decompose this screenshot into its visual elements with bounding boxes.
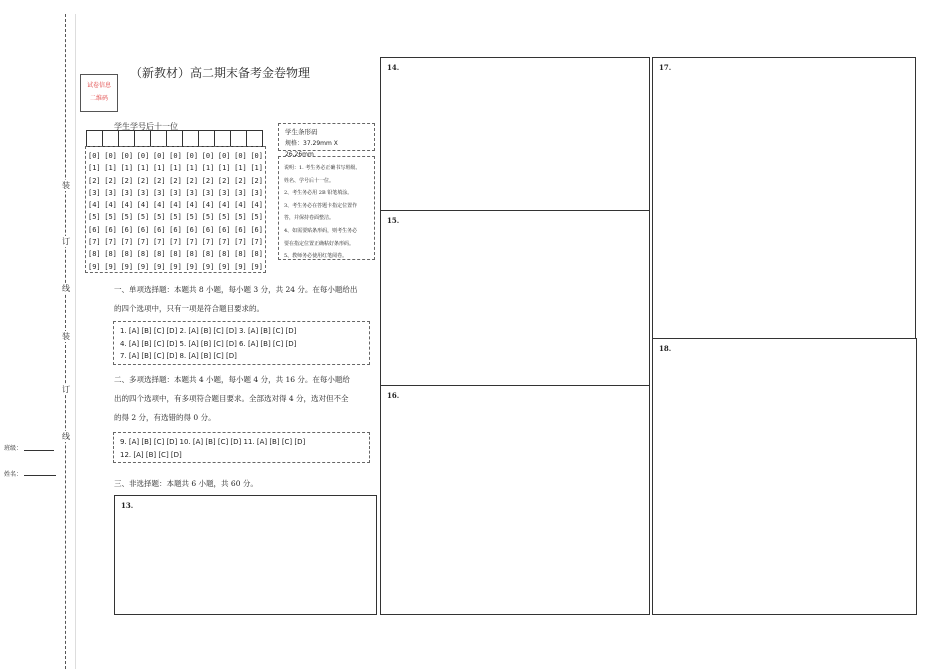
choice-row[interactable]: 1. [A] [B] [C] [D] 2. [A] [B] [C] [D] 3. [A] [B] [C] [D] bbox=[120, 327, 297, 335]
student-id-digit-box[interactable] bbox=[182, 130, 199, 147]
section2-heading bbox=[114, 370, 350, 427]
student-id-bubble[interactable]: [8] bbox=[234, 250, 247, 259]
qr-text-line-1: 试卷信息 bbox=[86, 82, 111, 89]
student-id-digit-box[interactable] bbox=[102, 130, 119, 147]
student-id-bubble[interactable]: [8] bbox=[152, 250, 166, 259]
student-id-bubble[interactable]: [2] bbox=[250, 176, 263, 185]
student-id-bubble[interactable]: [7] bbox=[104, 238, 117, 247]
student-id-bubble[interactable]: [2] bbox=[120, 176, 134, 185]
margin-line bbox=[75, 14, 76, 669]
student-id-bubble[interactable]: [6] bbox=[120, 225, 134, 234]
student-id-bubble[interactable]: [1] bbox=[185, 164, 199, 173]
student-id-digit-box[interactable] bbox=[246, 130, 263, 147]
student-id-bubble[interactable]: [3] bbox=[201, 188, 215, 197]
choice-row[interactable]: 4. [A] [B] [C] [D] 5. [A] [B] [C] [D] 6. [A] [B] [C] [D] bbox=[120, 339, 297, 348]
student-id-bubble[interactable]: [0] bbox=[217, 152, 231, 160]
student-id-digit-box[interactable] bbox=[150, 130, 167, 147]
note-line: 姓名、学号后十一位。 bbox=[284, 177, 335, 184]
student-id-bubble[interactable]: [2] bbox=[88, 176, 101, 185]
student-id-bubble[interactable]: [0] bbox=[152, 152, 166, 160]
student-id-bubble[interactable]: [4] bbox=[169, 201, 182, 210]
student-id-bubble[interactable]: [9] bbox=[136, 262, 150, 271]
answer-box-17[interactable] bbox=[652, 57, 916, 339]
binding-char-ding-2: 订 bbox=[62, 385, 70, 394]
section3-heading: 三、非选择题：本题共 6 小题，共 60 分。 bbox=[114, 479, 258, 488]
student-id-bubble[interactable]: [6] bbox=[104, 225, 117, 234]
student-id-bubble[interactable]: [8] bbox=[185, 250, 199, 259]
student-id-bubble[interactable]: [8] bbox=[88, 250, 101, 259]
section1-line: 的四个选项中，只有一项是符合题目要求的。 bbox=[114, 304, 264, 313]
barcode-label: 学生条形码 bbox=[285, 128, 318, 136]
section1-line: 一、单项选择题：本题共 8 小题，每小题 3 分，共 24 分。在每小题给出 bbox=[114, 285, 358, 294]
student-id-bubble[interactable]: [4] bbox=[217, 201, 231, 210]
section2-choice-box[interactable] bbox=[113, 432, 370, 463]
section2-line: 出的四个选项中，有多项符合题目要求。全部选对得 4 分，选对但不全 bbox=[114, 394, 349, 403]
barcode-spec: 规格：37.29mm X 26.26mm bbox=[285, 140, 338, 158]
student-id-bubble[interactable]: [4] bbox=[234, 201, 247, 210]
choice-row[interactable]: 12. [A] [B] [C] [D] bbox=[120, 450, 182, 459]
student-id-bubble[interactable]: [7] bbox=[88, 238, 101, 247]
student-id-bubble[interactable]: [4] bbox=[120, 201, 134, 210]
student-id-bubble[interactable]: [8] bbox=[169, 250, 182, 259]
student-id-bubble[interactable]: [6] bbox=[88, 225, 101, 234]
student-id-bubble-row bbox=[88, 224, 263, 236]
student-id-bubble[interactable]: [7] bbox=[217, 238, 231, 247]
student-id-bubble[interactable]: [9] bbox=[185, 262, 199, 271]
note-line: 要在指定位置正确粘好条形码。 bbox=[284, 240, 355, 247]
class-field[interactable] bbox=[24, 450, 54, 451]
student-id-bubble[interactable]: [0] bbox=[250, 152, 263, 160]
student-id-bubble[interactable]: [4] bbox=[185, 201, 199, 210]
student-id-digit-box[interactable] bbox=[166, 130, 183, 147]
instructions-box bbox=[278, 156, 375, 260]
student-id-bubble[interactable]: [8] bbox=[217, 250, 231, 259]
student-id-bubble[interactable]: [5] bbox=[169, 213, 182, 222]
student-id-bubble[interactable]: [9] bbox=[169, 262, 182, 271]
student-id-digit-box[interactable] bbox=[230, 130, 247, 147]
binding-char-zhuang-2: 装 bbox=[62, 332, 70, 341]
student-id-bubble[interactable]: [7] bbox=[120, 238, 134, 247]
student-id-bubble[interactable]: [7] bbox=[136, 238, 150, 247]
choice-row[interactable]: 7. [A] [B] [C] [D] 8. [A] [B] [C] [D] bbox=[120, 352, 237, 360]
student-id-bubble[interactable]: [1] bbox=[136, 164, 150, 173]
student-id-bubble[interactable]: [0] bbox=[234, 152, 247, 160]
student-id-bubble[interactable]: [1] bbox=[88, 164, 101, 173]
student-id-bubble[interactable]: [4] bbox=[104, 201, 117, 210]
section2-line: 二、多项选择题：本题共 4 小题，每小题 4 分，共 16 分。在每小题给 bbox=[114, 375, 350, 384]
binding-char-ding: 订 bbox=[62, 237, 70, 246]
answer-box-13[interactable] bbox=[114, 495, 377, 615]
student-id-bubble[interactable]: [0] bbox=[136, 152, 150, 160]
student-id-bubble[interactable]: [2] bbox=[169, 176, 182, 185]
student-id-bubble[interactable]: [5] bbox=[201, 213, 215, 222]
student-id-digit-box[interactable] bbox=[118, 130, 135, 147]
answer-box-15[interactable] bbox=[380, 210, 650, 386]
question-number-14: 14. bbox=[387, 63, 400, 72]
section1-choice-box[interactable] bbox=[113, 321, 370, 365]
student-id-bubble[interactable]: [0] bbox=[169, 152, 182, 160]
student-id-bubble[interactable]: [9] bbox=[120, 262, 134, 271]
student-id-bubble[interactable]: [3] bbox=[104, 188, 117, 197]
student-id-bubble[interactable]: [6] bbox=[136, 225, 150, 234]
student-id-bubble[interactable]: [5] bbox=[152, 213, 166, 222]
note-line: 5、教师务必使用红笔阅卷。 bbox=[284, 253, 348, 260]
student-id-bubble[interactable]: [1] bbox=[152, 164, 166, 173]
note-line: 2、考生务必用 2B 铅笔填涂。 bbox=[284, 190, 353, 197]
question-number-16: 16. bbox=[387, 391, 400, 400]
student-id-bubble[interactable]: [4] bbox=[88, 201, 101, 210]
student-id-bubble[interactable]: [4] bbox=[201, 201, 215, 210]
student-id-bubble[interactable]: [2] bbox=[152, 176, 166, 185]
name-field[interactable] bbox=[24, 475, 56, 476]
note-line: 3、考生务必在答题卡指定位置作 bbox=[284, 202, 358, 209]
student-id-bubble[interactable]: [7] bbox=[152, 238, 166, 247]
page-title: （新教材）高二期末备考金卷物理 bbox=[130, 66, 311, 80]
student-id-boxes[interactable] bbox=[86, 130, 262, 147]
student-id-bubble[interactable]: [9] bbox=[104, 262, 117, 271]
student-id-bubble[interactable]: [5] bbox=[88, 213, 101, 222]
answer-box-14[interactable] bbox=[380, 57, 650, 211]
student-id-bubble[interactable]: [5] bbox=[185, 213, 199, 222]
question-number-18: 18. bbox=[659, 344, 672, 353]
note-line: 说明：1. 考生务必正确书写班级、 bbox=[284, 165, 361, 171]
note-line: 4、如需要贴条形码，则考生务必 bbox=[284, 227, 358, 234]
student-id-bubble-row bbox=[88, 236, 263, 248]
student-id-bubble[interactable]: [7] bbox=[185, 238, 199, 247]
student-id-bubble[interactable]: [1] bbox=[104, 164, 117, 173]
qr-text-line-2: 二维码 bbox=[89, 95, 108, 102]
student-id-bubble[interactable]: [6] bbox=[234, 225, 247, 234]
choice-row[interactable]: 9. [A] [B] [C] [D] 10. [A] [B] [C] [D] 11. [A] [B] [C] [D] bbox=[120, 438, 306, 446]
answer-box-18[interactable] bbox=[652, 338, 917, 615]
student-id-bubble[interactable]: [4] bbox=[152, 201, 166, 210]
student-id-bubble[interactable]: [0] bbox=[120, 152, 134, 160]
student-id-bubble-row bbox=[88, 199, 263, 211]
student-id-bubble[interactable]: [1] bbox=[169, 164, 182, 173]
student-id-bubble[interactable]: [3] bbox=[88, 188, 101, 197]
question-number-13: 13. bbox=[121, 501, 134, 510]
class-label: 班级： bbox=[4, 445, 23, 452]
question-number-15: 15. bbox=[387, 216, 400, 225]
student-id-bubble[interactable]: [9] bbox=[217, 262, 231, 271]
student-id-bubble[interactable]: [5] bbox=[136, 213, 150, 222]
student-id-bubble[interactable]: [2] bbox=[104, 176, 117, 185]
student-id-bubble[interactable]: [3] bbox=[217, 188, 231, 197]
student-id-digit-box[interactable] bbox=[198, 130, 215, 147]
student-id-bubble[interactable]: [9] bbox=[201, 262, 215, 271]
qr-code-placeholder bbox=[80, 74, 118, 112]
student-id-bubble-row bbox=[88, 175, 263, 187]
student-id-bubble[interactable]: [0] bbox=[104, 152, 117, 160]
student-id-bubble[interactable]: [0] bbox=[201, 152, 215, 160]
student-id-bubble-grid[interactable] bbox=[85, 146, 266, 273]
student-id-bubble[interactable]: [7] bbox=[250, 238, 263, 247]
student-id-bubble[interactable]: [8] bbox=[136, 250, 150, 259]
student-id-bubble[interactable]: [5] bbox=[234, 213, 247, 222]
student-id-bubble-row bbox=[88, 187, 263, 199]
student-id-label: 学生学号后十一位 bbox=[114, 122, 178, 131]
student-id-bubble[interactable]: [6] bbox=[185, 225, 199, 234]
student-id-bubble[interactable]: [2] bbox=[234, 176, 247, 185]
barcode-area bbox=[278, 123, 375, 158]
student-id-digit-box[interactable] bbox=[134, 130, 151, 147]
student-id-bubble[interactable]: [2] bbox=[136, 176, 150, 185]
student-id-bubble-row bbox=[88, 211, 263, 223]
student-id-bubble[interactable]: [3] bbox=[250, 188, 263, 197]
student-id-bubble[interactable]: [3] bbox=[169, 188, 182, 197]
student-id-bubble[interactable]: [7] bbox=[234, 238, 247, 247]
student-id-digit-box[interactable] bbox=[86, 130, 103, 147]
student-id-bubble[interactable]: [6] bbox=[152, 225, 166, 234]
student-id-digit-box[interactable] bbox=[214, 130, 231, 147]
student-id-bubble[interactable]: [3] bbox=[136, 188, 150, 197]
question-number-17: 17. bbox=[659, 63, 672, 72]
student-id-bubble[interactable]: [7] bbox=[169, 238, 182, 247]
note-line: 答，并保持卷面整洁。 bbox=[284, 215, 335, 222]
student-id-bubble[interactable]: [3] bbox=[185, 188, 199, 197]
student-id-bubble[interactable]: [8] bbox=[104, 250, 117, 259]
binding-char-zhuang: 装 bbox=[62, 181, 70, 190]
student-id-bubble[interactable]: [8] bbox=[250, 250, 263, 259]
student-id-bubble[interactable]: [6] bbox=[250, 225, 263, 234]
answer-box-16[interactable] bbox=[380, 385, 650, 615]
student-id-bubble[interactable]: [2] bbox=[201, 176, 215, 185]
student-id-bubble[interactable]: [4] bbox=[250, 201, 263, 210]
student-id-bubble[interactable]: [5] bbox=[217, 213, 231, 222]
section2-line: 的得 2 分，有选错的得 0 分。 bbox=[114, 413, 216, 422]
binding-char-xian: 线 bbox=[62, 284, 70, 293]
student-id-bubble[interactable]: [9] bbox=[250, 262, 263, 271]
student-id-bubble[interactable]: [3] bbox=[152, 188, 166, 197]
student-id-bubble[interactable]: [5] bbox=[104, 213, 117, 222]
student-id-bubble[interactable]: [2] bbox=[185, 176, 199, 185]
student-id-bubble[interactable]: [9] bbox=[88, 262, 101, 271]
student-id-bubble[interactable]: [9] bbox=[234, 262, 247, 271]
student-id-bubble[interactable]: [0] bbox=[88, 152, 101, 160]
student-id-bubble[interactable]: [4] bbox=[136, 201, 150, 210]
student-id-bubble[interactable]: [1] bbox=[217, 164, 231, 173]
binding-char-xian-2: 线 bbox=[62, 432, 70, 441]
student-id-bubble[interactable]: [3] bbox=[234, 188, 247, 197]
student-id-bubble[interactable]: [5] bbox=[250, 213, 263, 222]
section1-heading bbox=[114, 280, 357, 318]
student-id-bubble[interactable]: [6] bbox=[217, 225, 231, 234]
student-id-bubble[interactable]: [1] bbox=[234, 164, 247, 173]
student-id-bubble-row bbox=[88, 162, 263, 174]
student-id-bubble[interactable]: [7] bbox=[201, 238, 215, 247]
student-id-bubble[interactable]: [6] bbox=[169, 225, 182, 234]
student-id-bubble[interactable]: [5] bbox=[120, 213, 134, 222]
name-label: 姓名： bbox=[4, 471, 23, 478]
student-id-bubble[interactable]: [8] bbox=[201, 250, 215, 259]
student-id-bubble[interactable]: [6] bbox=[201, 225, 215, 234]
student-id-bubble[interactable]: [3] bbox=[120, 188, 134, 197]
student-id-bubble[interactable]: [1] bbox=[120, 164, 134, 173]
student-id-bubble-row bbox=[88, 261, 263, 273]
student-id-bubble[interactable]: [1] bbox=[201, 164, 215, 173]
student-id-bubble[interactable]: [0] bbox=[185, 152, 199, 160]
student-id-bubble[interactable]: [9] bbox=[152, 262, 166, 271]
student-id-bubble-row bbox=[88, 150, 263, 162]
student-id-bubble[interactable]: [8] bbox=[120, 250, 134, 259]
student-id-bubble[interactable]: [1] bbox=[250, 164, 263, 173]
student-id-bubble[interactable]: [2] bbox=[217, 176, 231, 185]
student-id-bubble-row bbox=[88, 248, 263, 260]
